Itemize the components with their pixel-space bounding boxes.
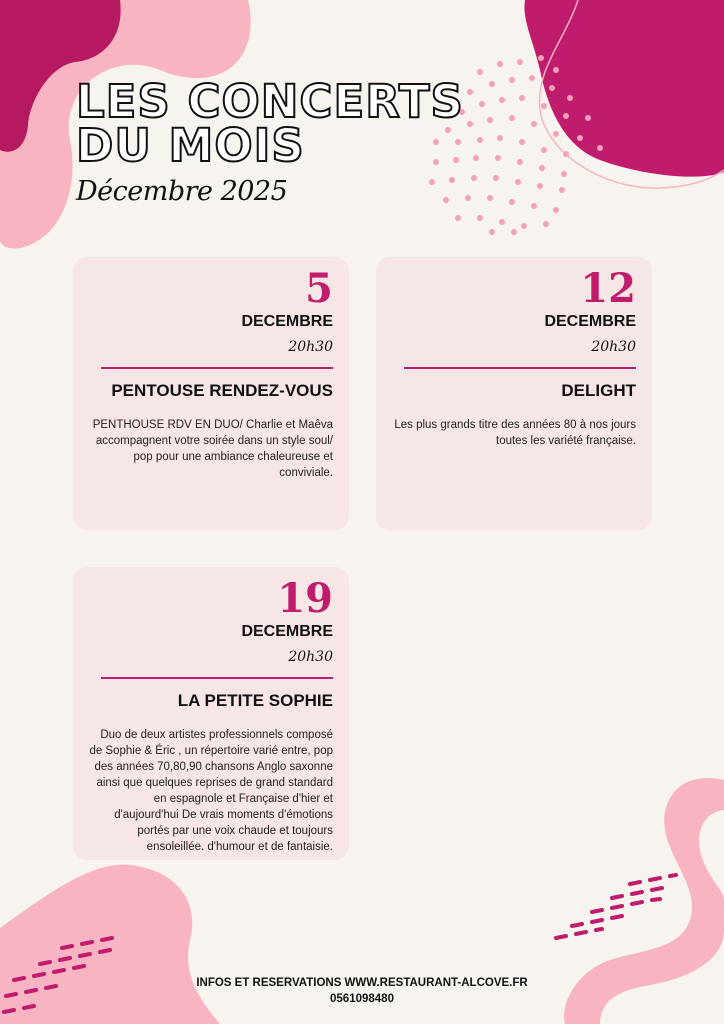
- page-title: [76, 75, 464, 172]
- concert-day: 5: [305, 265, 333, 312]
- concert-name: PENTOUSE RENDEZ-VOUS: [111, 381, 333, 400]
- concert-description: Duo de deux artistes professionnels composé de Sophie & Éric , un répertoire varié entre, pop des années 70,80,90 chansons Anglo saxonne ainsi que quelques reprises de grand standard en espagnole et Française d'hier et d'aujourd'hui De vrais moments d'émotions portés par une voix chaude et toujours ensoleillée. d'humour et de fantaisie.: [89, 729, 333, 853]
- divider: [101, 367, 333, 369]
- concert-description: Les plus grands titre des années 80 à nos jours toutes les variété française.: [394, 419, 636, 447]
- divider: [404, 367, 636, 369]
- concert-month: DECEMBRE: [241, 313, 333, 330]
- concert-month: DECEMBRE: [544, 313, 636, 330]
- footer-reservations: INFOS ET RESERVATIONS WWW.RESTAURANT-ALCOVE.FR: [196, 977, 528, 989]
- concert-card-3: [73, 567, 349, 860]
- title-line-2: DU MOIS: [76, 119, 305, 172]
- concert-day: 19: [277, 575, 333, 622]
- concert-time: 20h30: [591, 339, 636, 355]
- concert-name: LA PETITE SOPHIE: [177, 691, 333, 710]
- concert-card-2: [376, 257, 652, 530]
- concert-day: 12: [580, 265, 636, 312]
- concert-description: PENTHOUSE RDV EN DUO/ Charlie et Maêva accompagnent votre soirée dans un style soul/ pop pour une ambiance chaleureuse et conviviale.: [92, 419, 333, 479]
- footer-phone: 0561098480: [330, 993, 394, 1005]
- concert-month: DECEMBRE: [241, 623, 333, 640]
- concert-time: 20h30: [288, 649, 333, 665]
- title-line-1: LES CONCERTS: [76, 75, 464, 128]
- concert-name: DELIGHT: [561, 381, 636, 400]
- concert-time: 20h30: [288, 339, 333, 355]
- month-subtitle: Décembre 2025: [76, 176, 288, 207]
- footer: [0, 975, 724, 1007]
- concert-card-1: [73, 257, 349, 530]
- dash-pattern-bottom-right: [556, 875, 676, 938]
- divider: [101, 677, 333, 679]
